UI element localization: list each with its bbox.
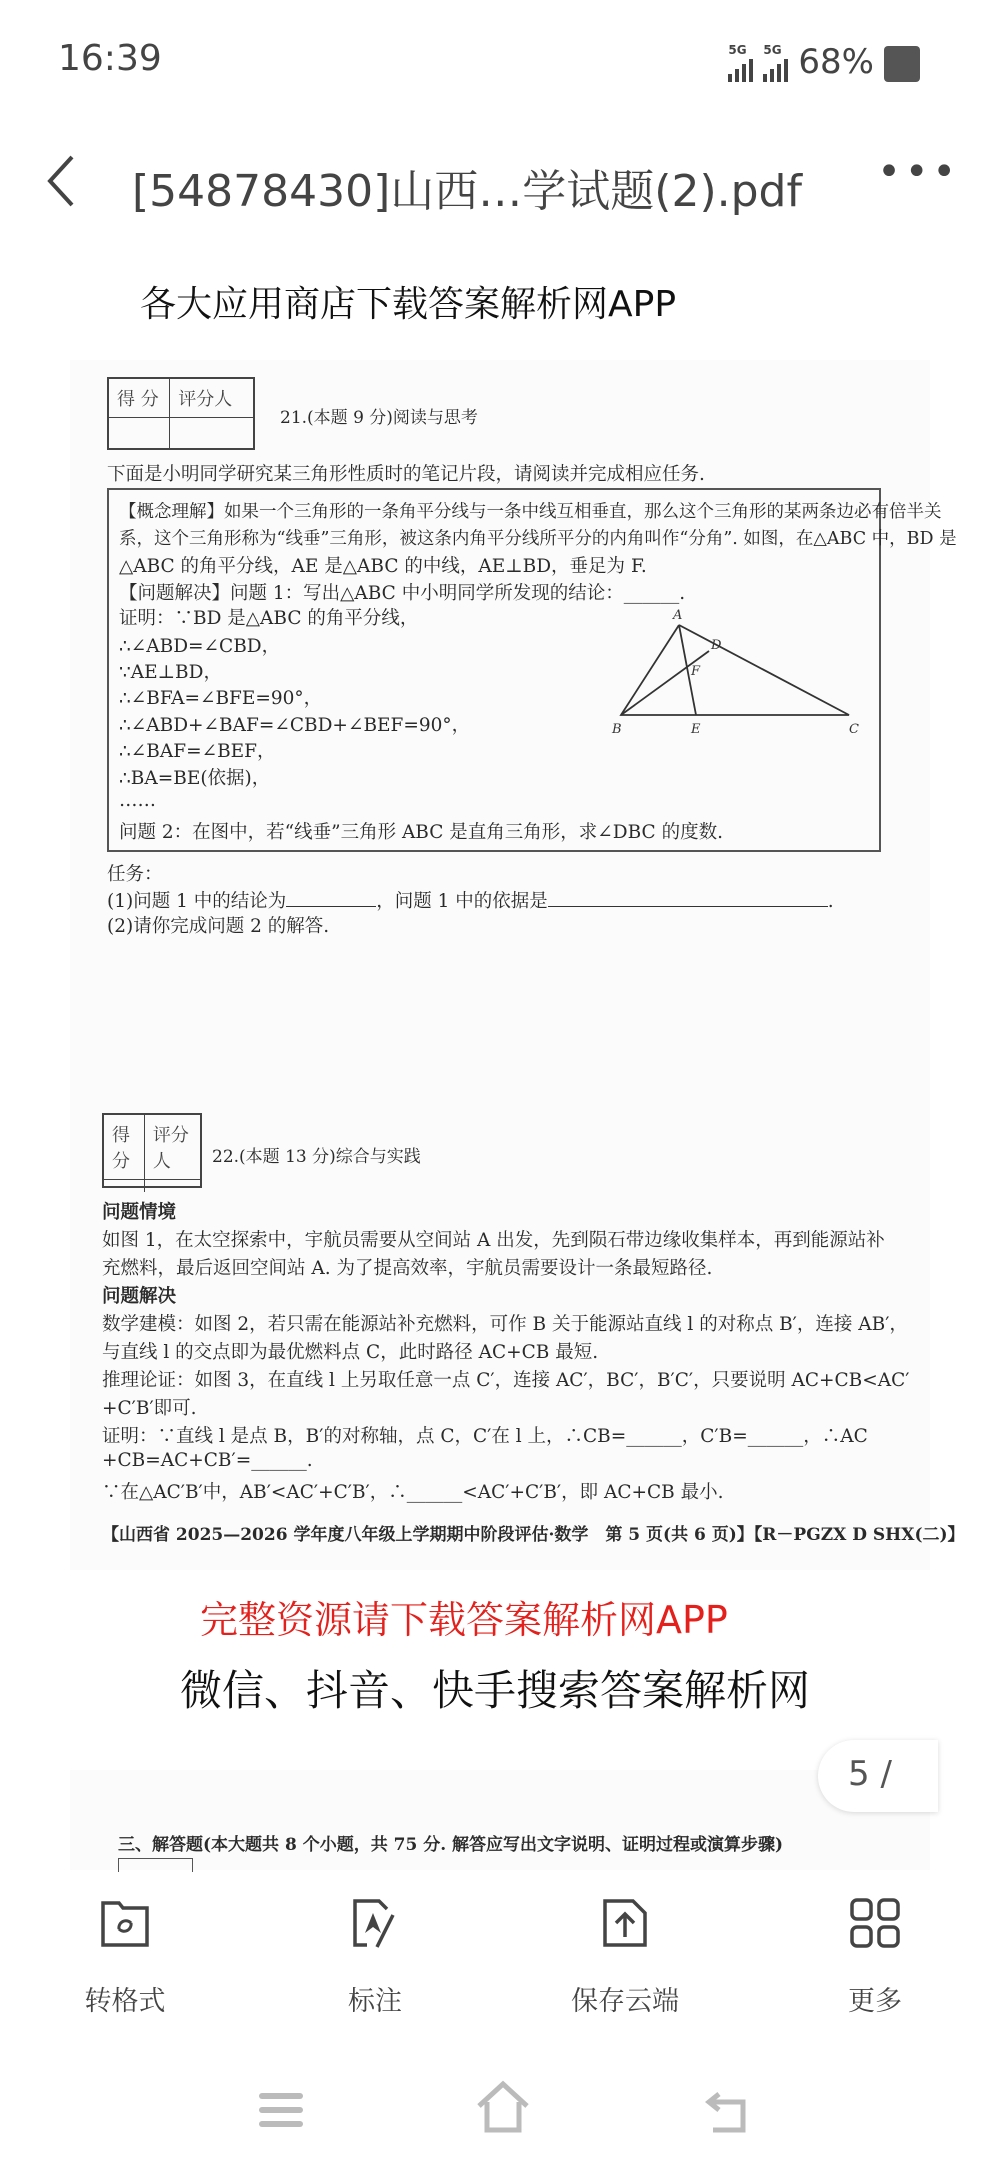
score-cell	[109, 418, 170, 448]
system-nav-bar	[0, 2090, 1000, 2150]
annotate-icon	[347, 1895, 403, 1951]
home-icon	[475, 2080, 531, 2134]
note-line: 系，这个三角形称为“线垂”三角形，被这条内角平分线所平分的内角叫作“分角”. 如图，在△ABC 中，BD 是	[119, 529, 957, 549]
pdf-page	[70, 360, 965, 1570]
more-button[interactable]	[785, 1895, 965, 2018]
label-d: D	[711, 638, 722, 653]
signal-icon: 5G	[728, 49, 753, 82]
grid-icon	[847, 1895, 903, 1951]
text-line: ∵在△AC′B′中，AB′<AC′+C′B′，∴______<AC′+C′B′，即 AC+CB 最小.	[102, 1482, 724, 1503]
score-table	[118, 1858, 193, 1872]
text-line: 与直线 l 的交点即为最优燃料点 C，此时路径 AC+CB 最短.	[102, 1342, 599, 1363]
question-intro: 下面是小明同学研究某三角形性质时的笔记片段，请阅读并完成相应任务.	[107, 464, 705, 485]
battery-percent: 68%	[798, 42, 874, 82]
bottom-toolbar	[0, 1895, 1000, 2035]
toolbar-label: 转格式	[84, 1986, 166, 2017]
note-line: ∴BA=BE(依据)，	[119, 768, 271, 789]
grader-cell	[145, 1180, 200, 1192]
back-nav-button[interactable]	[705, 2090, 751, 2138]
watermark-top: 各大应用商店下载答案解析网APP	[140, 284, 677, 325]
note-line: ∴∠BAF=∠BEF，	[119, 741, 276, 762]
title-bar	[0, 145, 1000, 225]
status-icons	[728, 42, 920, 82]
score-header: 得 分	[104, 1115, 145, 1180]
more-options-button[interactable]: •••	[877, 149, 960, 195]
score-header: 得 分	[109, 379, 170, 418]
text-line: +CB=AC+CB′=______.	[102, 1450, 313, 1471]
status-bar	[0, 38, 1000, 88]
toolbar-label: 标注	[348, 1986, 402, 2017]
grader-cell	[170, 418, 253, 448]
text-line: 数学建模：如图 2，若只需在能源站补充燃料，可作 B 关于能源站直线 l 的对称点 B′，连接 AB′，	[102, 1314, 908, 1335]
home-button[interactable]	[475, 2080, 531, 2138]
pdf-page-next	[70, 1770, 930, 1870]
battery-icon	[884, 46, 920, 82]
text-line: 如图 1，在太空探索中，宇航员需要从空间站 A 出发，先到陨石带边缘收集样本，再到能源站补	[102, 1230, 885, 1251]
page-indicator[interactable]: 5 /	[818, 1740, 938, 1812]
label-f: F	[691, 664, 701, 679]
note-line: ∵AE⊥BD，	[119, 662, 222, 683]
section-heading: 问题解决	[102, 1286, 177, 1307]
note-line: ∴∠ABD+∠BAF=∠CBD+∠BEF=90°，	[119, 715, 471, 736]
task-1-text: (1)问题 1 中的结论为	[107, 891, 287, 912]
section-title: 三、解答题(本大题共 8 个小题，共 75 分. 解答应写出文字说明、证明过程或演算步骤)	[118, 1835, 784, 1855]
note-line: 【概念理解】如果一个三角形的一条角平分线与一条中线互相垂直，那么这个三角形的某两条边必有倍半关	[119, 502, 942, 522]
convert-format-button[interactable]	[35, 1895, 215, 2018]
note-line: 【问题解决】问题 1：写出△ABC 中小明同学所发现的结论：______.	[119, 583, 686, 604]
menu-icon	[258, 2090, 304, 2130]
note-line: 问题 2：在图中，若“线垂”三角形 ABC 是直角三角形，求∠DBC 的度数.	[119, 822, 723, 843]
score-cell	[104, 1180, 145, 1192]
watermark-bottom: 微信、抖音、快手搜索答案解析网	[180, 1666, 811, 1715]
text-line: 证明：∵直线 l 是点 B，B′的对称轴，点 C，C′在 l 上，∴CB=______，C′B=______，∴AC	[102, 1426, 868, 1447]
answer-blank	[286, 891, 376, 907]
note-box	[107, 488, 957, 852]
note-line: ∴∠ABD=∠CBD，	[119, 636, 281, 657]
toolbar-label: 更多	[848, 1986, 902, 2017]
score-table	[102, 1113, 202, 1188]
question-title: 22.(本题 13 分)综合与实践	[212, 1147, 421, 1167]
document-title: [54878430]山西…学试题(2).pdf	[132, 166, 802, 217]
text-line: +C′B′即可.	[102, 1398, 197, 1419]
answer-blank	[548, 891, 828, 907]
task-1: (1)问题 1 中的结论为 ，问题 1 中的依据是 .	[107, 891, 834, 912]
note-line: 证明：∵BD 是△ABC 的角平分线，	[119, 608, 419, 629]
task-1-text: ，问题 1 中的依据是	[376, 891, 548, 912]
page-footer: 【山西省 2025—2026 学年度八年级上学期期中阶段评估·数学 第 5 页(共 6 页)】【R－PGZX D SHX(二)】	[102, 1525, 965, 1545]
grader-header: 评分人	[145, 1115, 200, 1180]
back-button[interactable]	[42, 153, 78, 219]
section-heading: 问题情境	[102, 1202, 177, 1223]
menu-button[interactable]	[258, 2090, 304, 2134]
score-table	[107, 377, 255, 450]
task-title: 任务：	[107, 864, 163, 885]
chevron-left-icon	[42, 153, 78, 209]
signal-icon: 5G	[763, 49, 788, 82]
label-b: B	[612, 722, 622, 737]
label-c: C	[849, 722, 859, 737]
label-a: A	[673, 608, 683, 623]
watermark-center: 完整资源请下载答案解析网APP	[200, 1598, 728, 1642]
back-icon	[705, 2090, 751, 2134]
text-line: 推理论证：如图 3，在直线 l 上另取任意一点 C′，连接 AC′，BC′，B′C′，只要说明 AC+CB<AC′	[102, 1370, 910, 1391]
convert-icon	[97, 1895, 153, 1951]
note-line: ∴∠BFA=∠BFE=90°，	[119, 688, 323, 709]
label-e: E	[691, 722, 701, 737]
save-cloud-button[interactable]	[535, 1895, 715, 2018]
cloud-save-icon	[597, 1895, 653, 1951]
clock: 16:39	[58, 38, 162, 79]
toolbar-label: 保存云端	[571, 1986, 679, 2017]
question-title: 21.(本题 9 分)阅读与思考	[280, 408, 478, 428]
text-line: 充燃料，最后返回空间站 A. 为了提高效率，宇航员需要设计一条最短路径.	[102, 1258, 713, 1279]
triangle-figure	[609, 605, 879, 745]
note-line: △ABC 的角平分线，AE 是△ABC 的中线，AE⊥BD，垂足为 F.	[119, 556, 647, 577]
annotate-button[interactable]	[285, 1895, 465, 2018]
grader-header: 评分人	[170, 379, 253, 418]
task-2: (2)请你完成问题 2 的解答.	[107, 916, 330, 937]
note-line: ……	[119, 790, 156, 811]
